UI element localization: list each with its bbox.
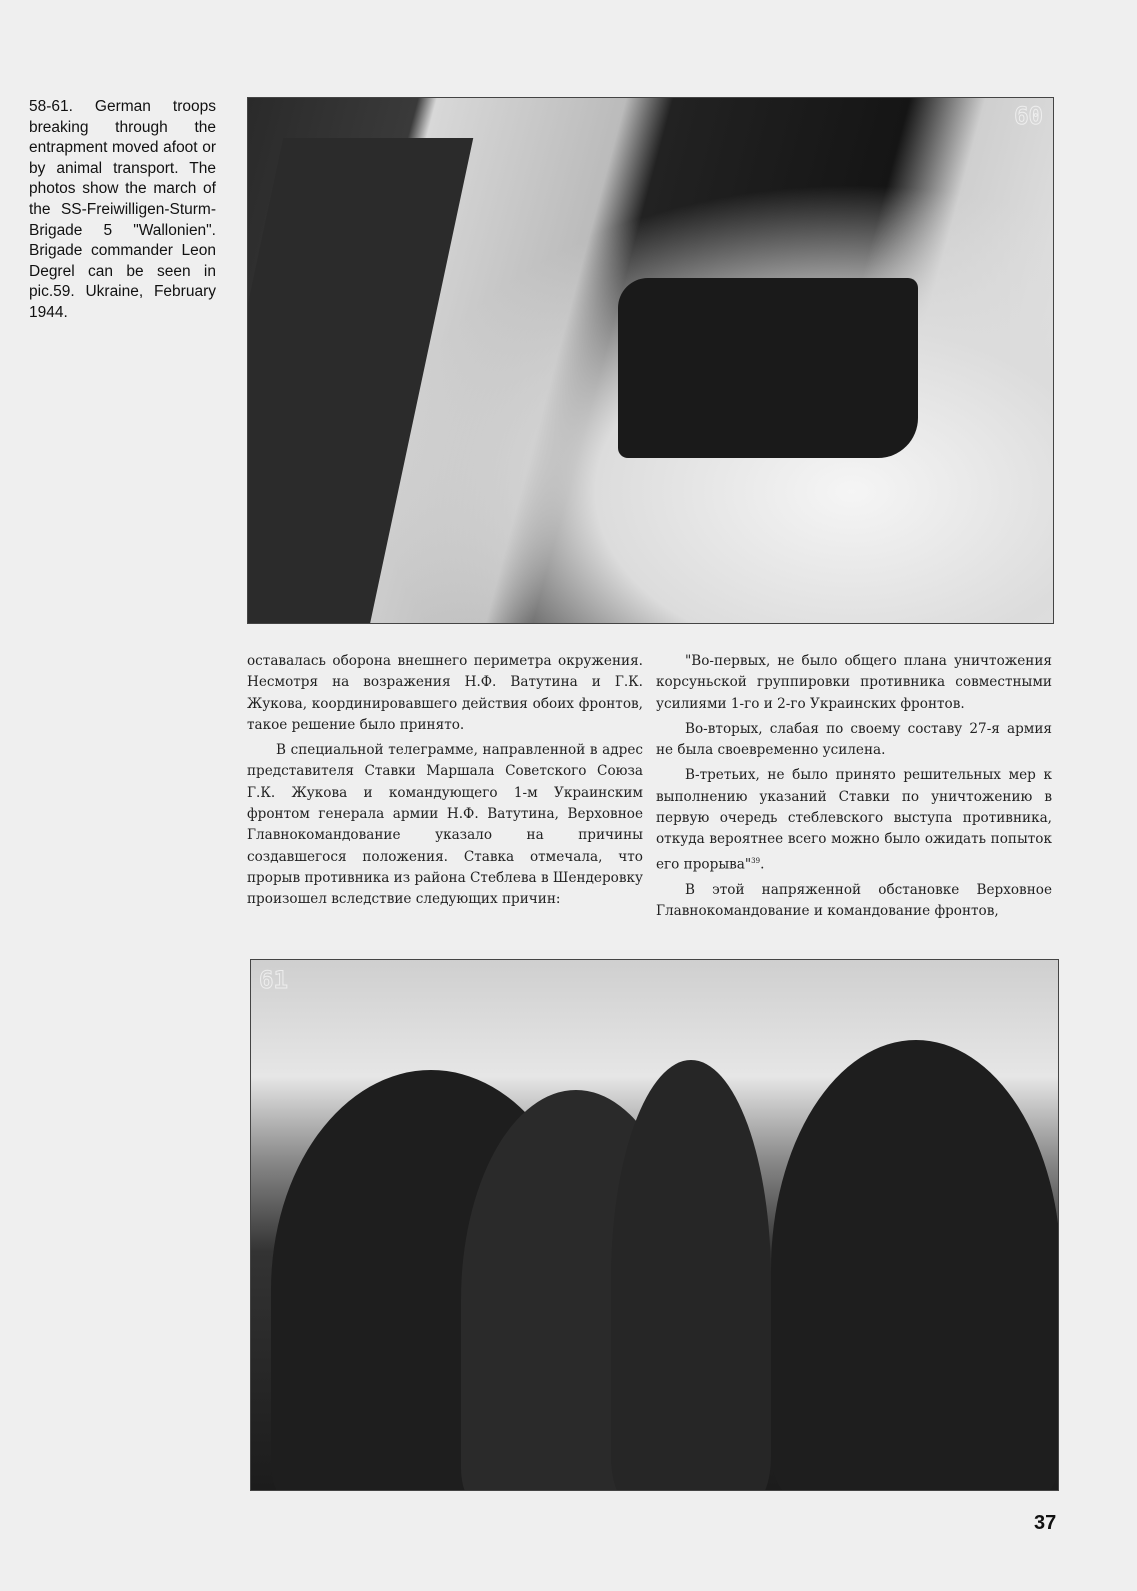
paragraph: оставалась оборона внешнего периметра окружения. Несмотря на возражения Н.Ф. Ватутина и Г.К. Жукова, координировавшего действия обоих фронтов, такое решение было принято. <box>247 653 643 733</box>
photo-number: 61 <box>259 966 288 994</box>
text-column-right <box>656 651 1052 922</box>
photo-60 <box>247 97 1054 624</box>
paragraph: В специальной телеграмме, направленной в адрес представителя Ставки Маршала Советского Союза Г.К. Жукова и командующего 1-м Украинским фронтом генерала армии Н.Ф. Ватутина, Верховное Главнокомандование указало на причины создавшегося положения. Ставка отмечала, что прорыв противника из района Стеблева в Шендеровку произошел вследствие следующих причин: <box>247 742 643 908</box>
footnote-ref: 39 <box>751 856 761 865</box>
paragraph: В этой напряженной обстановке Верховное Главнокомандование и командование фронтов, <box>656 881 1052 919</box>
photo-number: 60 <box>1014 102 1043 130</box>
paragraph: Во-вторых, слабая по своему составу 27-я армия не была своевременно усилена. <box>656 720 1052 759</box>
horse-cart <box>618 278 918 458</box>
photo-61 <box>250 959 1059 1491</box>
paragraph: В-третьих, не было принято решительных мер к выполнению указаний Ставки по уничтожению в первую очередь стеблевского выступа противника, откуда вероятнее всего можно было ожидать попыток его прорыва"$^{39}$. <box>656 767 1052 873</box>
page-number: 37 <box>1034 1512 1057 1534</box>
photo-caption: 58-61. German troops breaking through the entrapment moved afoot or by animal transport. The photos show the march of the SS-Freiwilligen-Sturm-Brigade 5 "Wallonien". Brigade commander Leon Degrel can be seen in pic.59. Ukraine, February 1944. <box>29 98 216 321</box>
paragraph: "Во-первых, не было общего плана уничтожения корсуньской группировки противника совместными усилиями 1-го и 2-го Украинских фронтов. <box>656 653 1052 712</box>
tree-trunk <box>247 138 473 624</box>
quote-text: В-третьих, не было принято решительных мер к выполнению указаний Ставки по уничтожению в первую очередь стеблевского выступа противника, откуда вероятнее всего можно было ожидать попыток его прорыва" <box>656 767 1052 873</box>
soldier-figure <box>771 1040 1059 1491</box>
soldier-figure <box>611 1060 771 1491</box>
text-column-left <box>247 651 643 911</box>
